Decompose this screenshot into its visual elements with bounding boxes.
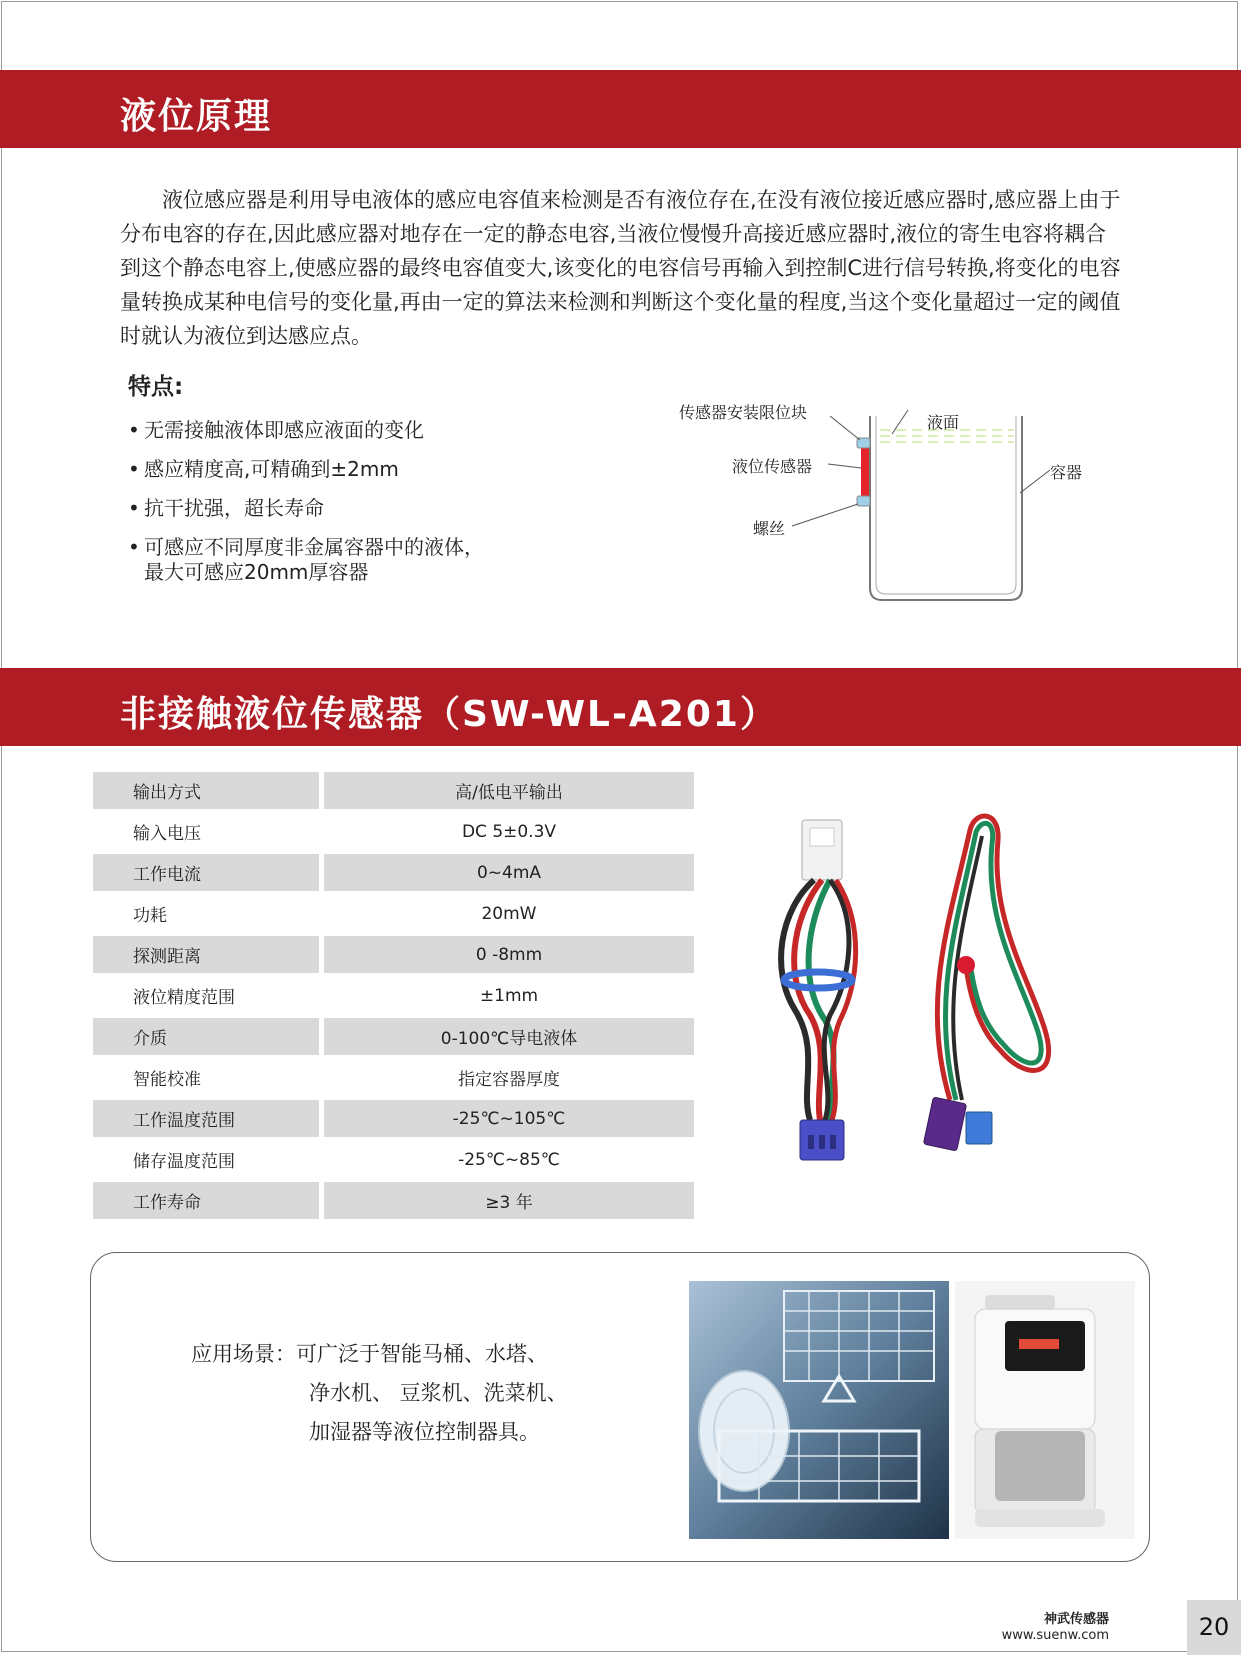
section-banner-principle — [0, 70, 1241, 148]
spec-value: -25℃~105℃ — [324, 1100, 694, 1137]
soymilk-maker-photo — [955, 1281, 1135, 1539]
feature-item: • 无需接触液体即感应液面的变化 — [128, 418, 544, 443]
spec-value: ≥3 年 — [324, 1182, 694, 1219]
principle-paragraph: 液位感应器是利用导电液体的感应电容值来检测是否有液位存在,在没有液位接近感应器时,感应器上由于分布电容的存在,因此感应器对地存在一定的静态电容,当液位慢慢升高接近感应器时,液位的寄生电容将耦合到这个静态电容上,使感应器的最终电容值变大,该变化的电容信号再输入到控制C进行信号转换,将变化的电容量转换成某种电信号的变化量,再由一定的算法来检测和判断这个变化量的程度,当这个变化量超过一定的阈值时就认为液位到达感应点。 — [120, 188, 1121, 348]
spec-value: 0 -8mm — [324, 936, 694, 973]
dishwasher-photo — [689, 1281, 949, 1539]
spec-value: DC 5±0.3V — [461, 821, 557, 842]
spec-value: -25℃~85℃ — [458, 1149, 560, 1170]
right-blue-connector — [966, 1112, 992, 1144]
table-row — [93, 854, 694, 891]
spec-key: 工作寿命 — [93, 1182, 319, 1219]
section-title-principle: 液位原理 — [120, 96, 273, 137]
section-banner-product — [0, 668, 1241, 746]
spec-key: 功耗 — [133, 906, 167, 926]
spec-key: 工作电流 — [93, 854, 319, 891]
features-heading: 特点: — [128, 374, 184, 400]
table-row — [93, 1182, 694, 1219]
table-row — [93, 1141, 694, 1178]
spec-key: 输出方式 — [93, 772, 319, 809]
application-line: 加湿器等液位控制器具。 — [309, 1420, 540, 1444]
footer-brand — [1002, 1612, 1109, 1644]
application-line: 应用场景：可广泛于智能马桶、水塔、 — [191, 1342, 548, 1366]
brand-name: 神武传感器 — [1043, 1612, 1109, 1627]
label-mount-block: 传感器安装限位块 — [679, 403, 808, 422]
table-row — [93, 813, 694, 850]
application-box — [90, 1252, 1150, 1562]
purple-connector — [923, 1097, 966, 1151]
spec-key: 工作温度范围 — [93, 1100, 319, 1137]
label-screw: 螺丝 — [753, 519, 786, 538]
spec-key: 输入电压 — [133, 824, 201, 844]
spec-table — [88, 768, 699, 1223]
brand-website: www.suenw.com — [1001, 1628, 1109, 1643]
table-row — [93, 772, 694, 809]
feature-item: • 可感应不同厚度非金属容器中的液体， 最大可感应20mm厚容器 — [128, 535, 544, 585]
mount-block-bottom — [857, 496, 870, 506]
page-number: 20 — [1187, 1600, 1241, 1655]
application-text — [191, 1335, 568, 1452]
label-container: 容器 — [1050, 463, 1083, 482]
table-row — [93, 1018, 694, 1055]
table-row — [93, 1059, 694, 1096]
table-row — [93, 977, 694, 1014]
spec-value: 指定容器厚度 — [458, 1070, 560, 1090]
red-cable-knot — [957, 956, 975, 974]
section-title-product: 非接触液位传感器（SW-WL-A201） — [120, 694, 778, 735]
table-row — [93, 936, 694, 973]
spec-value: 0-100℃导电液体 — [324, 1018, 694, 1055]
spec-value: 20mW — [481, 903, 537, 924]
features-list — [128, 418, 544, 599]
spec-key: 智能校准 — [133, 1070, 201, 1090]
product-cable-illustration — [770, 800, 1100, 1180]
spec-key: 储存温度范围 — [133, 1152, 235, 1172]
table-row — [93, 1100, 694, 1137]
sensor-diagram — [680, 398, 1100, 618]
container-drawing — [680, 398, 1100, 618]
table-row — [93, 895, 694, 932]
spec-value: ±1mm — [479, 985, 539, 1006]
spec-key: 探测距离 — [93, 936, 319, 973]
feature-item: • 抗干扰强，超长寿命 — [128, 496, 544, 521]
spec-value: 高/低电平输出 — [324, 772, 694, 809]
label-liquid-surface: 液面 — [927, 413, 960, 432]
spec-value: 0~4mA — [324, 854, 694, 891]
feature-item: • 感应精度高,可精确到±2mm — [128, 457, 544, 482]
application-line: 净水机、 豆浆机、洗菜机、 — [309, 1381, 568, 1405]
spec-key: 介质 — [93, 1018, 319, 1055]
spec-key: 液位精度范围 — [133, 988, 235, 1008]
sensor-strip — [861, 444, 869, 500]
label-sensor: 液位传感器 — [732, 457, 813, 476]
